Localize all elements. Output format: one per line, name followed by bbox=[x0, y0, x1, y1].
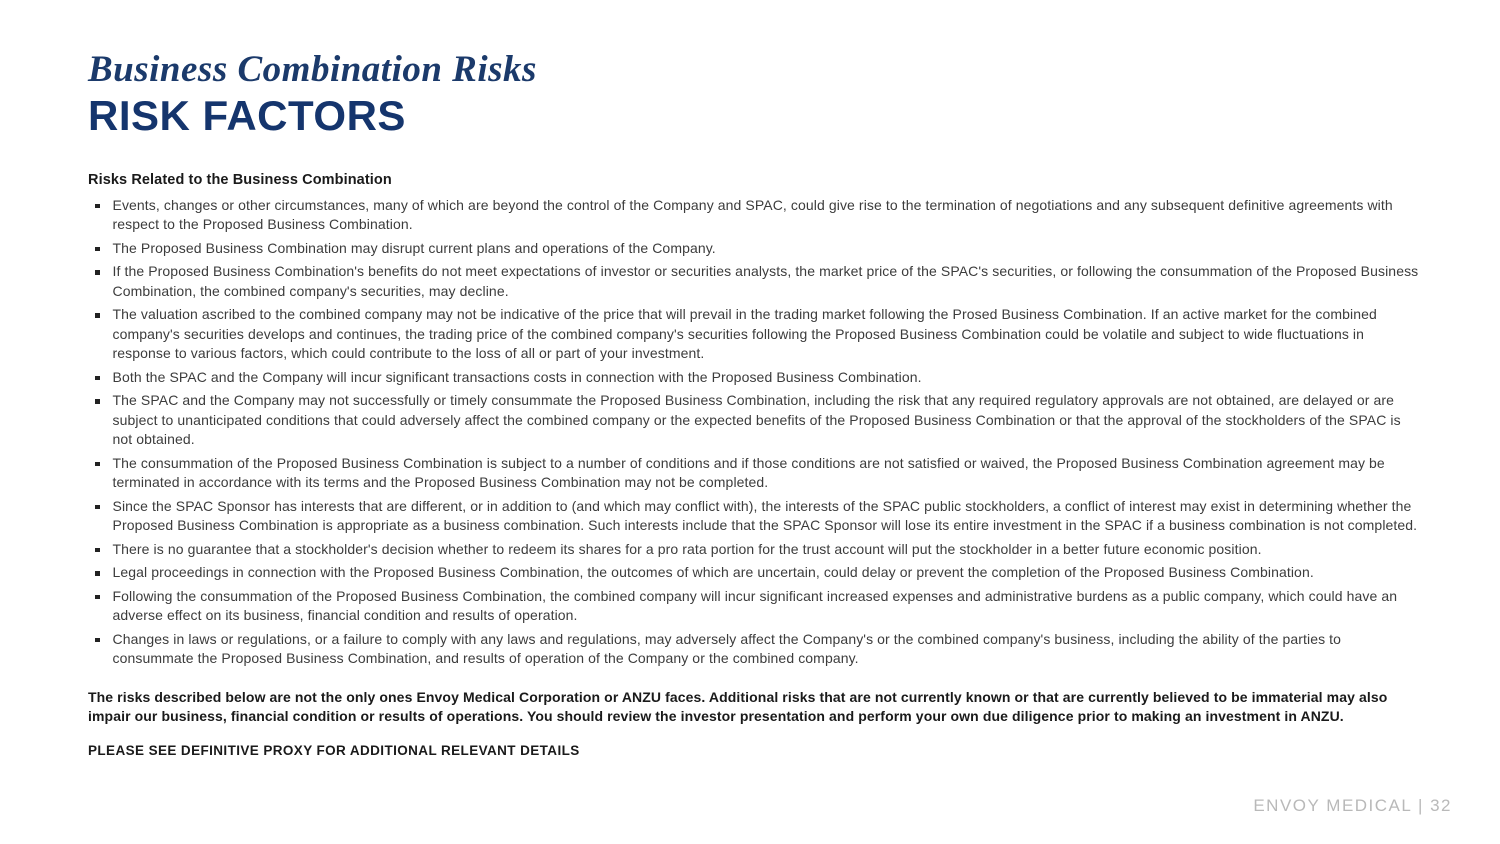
square-bullet-icon bbox=[95, 505, 100, 510]
square-bullet-icon bbox=[95, 548, 100, 553]
risk-bullet-text: Events, changes or other circumstances, many of which are beyond the control of the Company and SPAC, could give rise to the termination of negotiations and any subsequent definitive agreements with respect to the Proposed Business Combination. bbox=[112, 196, 1393, 233]
square-bullet-icon bbox=[95, 247, 100, 252]
risk-bullet-text: Legal proceedings in connection with the Proposed Business Combination, the outcomes of which are uncertain, could delay or prevent the completion of the Proposed Business Combination. bbox=[112, 564, 1314, 581]
risk-bullet-item bbox=[88, 305, 1420, 364]
risk-bullet-item bbox=[88, 587, 1420, 626]
risk-bullet-text: Both the SPAC and the Company will incur significant transactions costs in connection with the Proposed Business Combination. bbox=[112, 368, 922, 385]
risk-bullet-text: Changes in laws or regulations, or a failure to comply with any laws and regulations, may adversely affect the Company's or the combined company's business, including the ability of the parties to consummate the Proposed Business Combination, and results of operation of the Company or the combined company. bbox=[112, 630, 1342, 667]
risk-bullet-text: There is no guarantee that a stockholder's decision whether to redeem its shares for a pro rata portion for the trust account will put the stockholder in a better future economic position. bbox=[112, 540, 1262, 557]
risk-bullet-text: Since the SPAC Sponsor has interests that are different, or in addition to (and which may conflict with), the interests of the SPAC public stockholders, a conflict of interest may exist in determining whether the Proposed Business Combination is appropriate as a business combination. Such interests include that the SPAC Sponsor will lose its entire investment in the SPAC if a business combination is not completed. bbox=[112, 497, 1418, 534]
risk-bullet-text: The consummation of the Proposed Business Combination is subject to a number of conditions and if those conditions are not satisfied or waived, the Proposed Business Combination agreement may be terminated in accordance with its terms and the Proposed Business Combination may not be completed. bbox=[112, 454, 1385, 491]
risk-bullet-text: The SPAC and the Company may not successfully or timely consummate the Proposed Business Combination, including the risk that any required regulatory approvals are not obtained, are delayed or are subject to unanticipated conditions that could adversely affect the combined company or the expected benefits of the Proposed Business Combination or that the approval of the stockholders of the SPAC is not obtained. bbox=[112, 392, 1401, 448]
risk-bullet-text: If the Proposed Business Combination's benefits do not meet expectations of investor or securities analysts, the market price of the SPAC's securities, or following the consummation of the Proposed Business Combination, the combined company's securities, may decline. bbox=[112, 263, 1419, 299]
square-bullet-icon bbox=[95, 270, 100, 275]
risk-bullet-item bbox=[88, 239, 1420, 259]
risk-bullet-item bbox=[88, 630, 1420, 669]
slide-subtitle: Business Combination Risks bbox=[88, 49, 537, 90]
square-bullet-icon bbox=[95, 313, 100, 318]
risk-bullet-item bbox=[88, 497, 1420, 536]
risk-bullet-text: Following the consummation of the Proposed Business Combination, the combined company will incur significant increased expenses and administrative burdens as a public company, which could have an adverse effect on its business, financial condition and results of operation. bbox=[112, 587, 1398, 624]
square-bullet-icon bbox=[95, 376, 100, 381]
square-bullet-icon bbox=[95, 571, 100, 576]
risk-bullet-text: The valuation ascribed to the combined company may not be indicative of the price that will prevail in the trading market following the Prosed Business Combination. If an active market for the combined company's securities develops and continues, the trading price of the combined company's securities following the Proposed Business Combination could be volatile and subject to wide fluctuations in response to various factors, which could contribute to the loss of all or part of your investment. bbox=[112, 306, 1377, 362]
risk-bullet-item bbox=[88, 563, 1420, 583]
risk-bullet-item bbox=[88, 540, 1420, 560]
square-bullet-icon bbox=[95, 638, 100, 643]
risk-disclaimer: The risks described below are not the only ones Envoy Medical Corporation or ANZU faces. Additional risks that are not currently known or that are currently believed to be immaterial may also impair our business, financial condition or results of operations. You should review the investor presentation and perform your own due diligence prior to making an investment in ANZU. bbox=[88, 688, 1388, 725]
footer-page-label: ENVOY MEDICAL | 32 bbox=[1253, 796, 1452, 815]
risk-bullet-item bbox=[88, 262, 1420, 301]
proxy-note: PLEASE SEE DEFINITIVE PROXY FOR ADDITIONAL RELEVANT DETAILS bbox=[88, 742, 580, 758]
page-title: RISK FACTORS bbox=[88, 91, 406, 139]
risk-bullet-item bbox=[88, 391, 1420, 450]
risk-bullet-text: The Proposed Business Combination may disrupt current plans and operations of the Company. bbox=[112, 239, 716, 256]
risk-bullet-item bbox=[88, 454, 1420, 493]
risk-bullet-item bbox=[88, 368, 1420, 388]
square-bullet-icon bbox=[95, 204, 100, 209]
square-bullet-icon bbox=[95, 595, 100, 600]
risk-bullet-item bbox=[88, 196, 1420, 235]
square-bullet-icon bbox=[95, 399, 100, 404]
risk-bullet-list bbox=[88, 196, 1420, 669]
section-heading: Risks Related to the Business Combination bbox=[88, 171, 392, 188]
square-bullet-icon bbox=[95, 462, 100, 467]
